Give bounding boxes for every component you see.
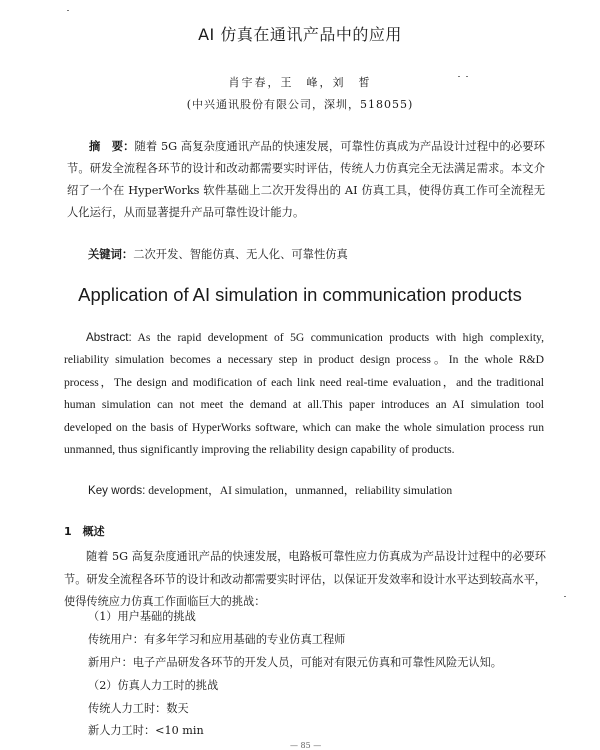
page-number: — 85 — <box>290 741 322 750</box>
section-paragraph: 随着 5G 高复杂度通讯产品的快速发展，电路板可靠性应力仿真成为产品设计过程中的必要环节。研发全流程各环节的设计和改动都需要实时评估，以保证开发效率和设计水平达到较高水平，使得传统应力仿真工作面临巨大的挑战： <box>64 550 546 608</box>
english-abstract-label: Abstract: <box>86 331 132 344</box>
body-line: 传统人力工时：数天 <box>88 702 189 715</box>
english-keywords-text: development，AI simulation，unmanned，reliability simulation <box>145 484 453 497</box>
chinese-abstract <box>67 136 545 224</box>
body-line: 传统用户：有多年学习和应用基础的专业仿真工程师 <box>88 633 346 646</box>
chinese-abstract-text: 随着 5G 高复杂度通讯产品的快速发展，可靠性仿真成为产品设计过程中的必要环节。研发全流程各环节的设计和改动都需要实时评估，传统人力仿真完全无法满足需求。本文介绍了一个在 HyperWorks 软件基础上二次开发得出的 AI 仿真工具，使得仿真工作可全流程无人化运行，从而显著提升产品可靠性设计能力。 <box>67 140 545 219</box>
english-title: Application of AI simulation in communication products <box>78 284 522 305</box>
chinese-keywords <box>88 246 548 262</box>
chinese-title: AI 仿真在通讯产品中的应用 <box>198 25 402 44</box>
body-line: 新用户：电子产品研发各环节的开发人员，可能对有限元仿真和可靠性风险无认知。 <box>88 656 502 669</box>
scan-speck <box>466 76 468 77</box>
english-keywords-label: Key words: <box>88 484 146 497</box>
scan-speck <box>564 596 566 597</box>
authors: 肖宇春，王 峰，刘 皙 <box>228 76 372 89</box>
scan-speck <box>67 10 69 11</box>
english-keywords <box>88 482 548 498</box>
chinese-abstract-label: 摘 要： <box>89 140 135 153</box>
body-line: 新人力工时：<10 min <box>88 724 204 737</box>
challenge-heading-users: （1）用户基础的挑战 <box>88 610 196 623</box>
english-abstract <box>64 327 544 461</box>
section-heading: 1 概述 <box>64 525 105 538</box>
chinese-keywords-label: 关键词： <box>88 248 134 261</box>
chinese-keywords-text: 二次开发、智能仿真、无人化、可靠性仿真 <box>133 248 348 261</box>
scan-speck <box>458 76 460 77</box>
affiliation: (中兴通讯股份有限公司，深圳，518055) <box>186 98 414 111</box>
english-abstract-text: As the rapid development of 5G communication products with high complexity, reliability simulation becomes a necessary step in product design process。In the whole R&D process，The design and modification of each link need real-time evaluation，and the traditional human simulation can not meet the demand at all.This paper introduces an AI simulation tool developed on the basis of HyperWorks software, which can make the whole simulation process run unmanned, thus significantly improving the reliability design capability of products. <box>64 331 544 457</box>
challenge-heading-hours: （2）仿真人力工时的挑战 <box>88 679 219 692</box>
